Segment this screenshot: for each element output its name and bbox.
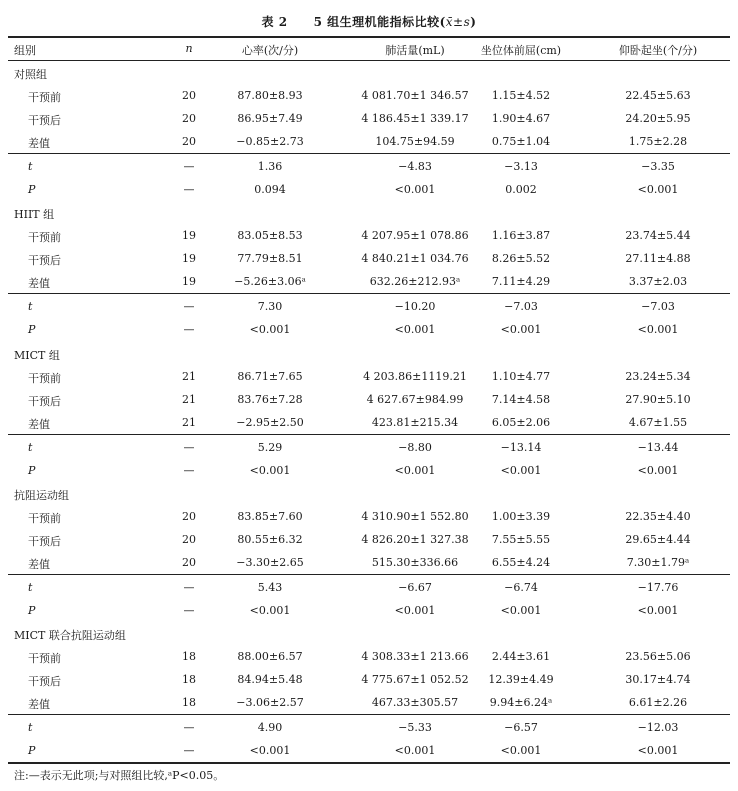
header-vital-capacity: 肺活量(mL)	[385, 44, 445, 57]
cell-n: —	[183, 721, 195, 734]
group-name: 抗阻运动组	[14, 489, 69, 502]
cell-vital-capacity: <0.001	[394, 323, 436, 336]
cell-sit-and-reach: 7.11±4.29	[491, 275, 551, 288]
cell-heart-rate: 4.90	[257, 721, 283, 734]
group-row	[8, 483, 730, 505]
cell-heart-rate: 7.30	[257, 300, 283, 313]
group-name: HIIT 组	[14, 208, 55, 221]
cell-sit-ups: <0.001	[637, 604, 679, 617]
cell-n: —	[183, 300, 195, 313]
cell-sit-and-reach: 6.05±2.06	[491, 416, 551, 429]
cell-vital-capacity: <0.001	[394, 183, 436, 196]
table-row	[8, 669, 730, 691]
cell-sit-ups: 23.24±5.34	[625, 370, 691, 383]
cell-n: 21	[182, 416, 196, 429]
cell-sit-and-reach: 1.15±4.52	[491, 89, 551, 102]
cell-sit-ups: −17.76	[637, 581, 679, 594]
cell-sit-and-reach: 1.16±3.87	[491, 229, 551, 242]
cell-sit-ups: 30.17±4.74	[625, 673, 691, 686]
row-label: 差值	[28, 418, 50, 431]
cell-vital-capacity: 4 826.20±1 327.38	[361, 533, 469, 546]
cell-sit-ups: −13.44	[637, 441, 679, 454]
header-rule	[8, 60, 730, 61]
cell-heart-rate: −2.95±2.50	[236, 416, 304, 429]
cell-sit-ups: 27.90±5.10	[625, 393, 691, 406]
row-label: 干预后	[28, 395, 61, 408]
cell-heart-rate: 86.71±7.65	[237, 370, 303, 383]
cell-sit-and-reach: 1.10±4.77	[491, 370, 551, 383]
cell-heart-rate: −0.85±2.73	[236, 135, 304, 148]
row-label: t	[28, 160, 33, 173]
cell-vital-capacity: <0.001	[394, 464, 436, 477]
group-name: MICT 联合抗阻运动组	[14, 629, 126, 642]
row-label: P	[28, 604, 36, 617]
cell-heart-rate: 83.05±8.53	[237, 229, 303, 242]
cell-sit-and-reach: −6.74	[504, 581, 538, 594]
stat-row-t	[8, 296, 730, 318]
cell-vital-capacity: 4 840.21±1 034.76	[361, 252, 469, 265]
row-label: 干预前	[28, 512, 61, 525]
cell-n: —	[183, 323, 195, 336]
cell-heart-rate: 0.094	[254, 183, 286, 196]
header-sit-ups: 仰卧起坐(个/分)	[618, 44, 698, 57]
cell-vital-capacity: 4 308.33±1 213.66	[361, 650, 469, 663]
cell-sit-and-reach: <0.001	[500, 604, 542, 617]
row-label: 干预前	[28, 652, 61, 665]
cell-sit-ups: 7.30±1.79ᵃ	[626, 556, 690, 569]
row-label: 差值	[28, 558, 50, 571]
group-name: MICT 组	[14, 349, 60, 362]
cell-heart-rate: <0.001	[249, 604, 291, 617]
cell-n: 20	[182, 510, 196, 523]
table-row	[8, 131, 730, 153]
cell-heart-rate: 83.76±7.28	[237, 393, 303, 406]
cell-sit-ups: −12.03	[637, 721, 679, 734]
cell-sit-ups: 22.45±5.63	[625, 89, 691, 102]
table-row	[8, 646, 730, 668]
table-row	[8, 366, 730, 388]
row-label: t	[28, 581, 33, 594]
cell-sit-ups: <0.001	[637, 183, 679, 196]
cell-sit-and-reach: 8.26±5.52	[491, 252, 551, 265]
group-divider	[8, 574, 730, 575]
group-row	[8, 343, 730, 365]
cell-n: —	[183, 441, 195, 454]
cell-sit-and-reach: 6.55±4.24	[491, 556, 551, 569]
row-label: 干预后	[28, 675, 61, 688]
cell-vital-capacity: 632.26±212.93ᵃ	[369, 275, 461, 288]
stat-row-p	[8, 740, 730, 762]
cell-vital-capacity: 4 207.95±1 078.86	[361, 229, 469, 242]
table-caption-close: )	[470, 15, 477, 29]
stat-row-p	[8, 179, 730, 201]
stat-row-p	[8, 319, 730, 341]
cell-sit-and-reach: −7.03	[504, 300, 538, 313]
row-label: 干预前	[28, 231, 61, 244]
cell-vital-capacity: <0.001	[394, 744, 436, 757]
cell-n: 21	[182, 393, 196, 406]
group-row	[8, 623, 730, 645]
cell-sit-ups: <0.001	[637, 323, 679, 336]
cell-heart-rate: 80.55±6.32	[237, 533, 303, 546]
cell-sit-and-reach: <0.001	[500, 744, 542, 757]
cell-sit-ups: 1.75±2.28	[628, 135, 688, 148]
row-label: P	[28, 744, 36, 757]
cell-vital-capacity: −8.80	[398, 441, 432, 454]
group-divider	[8, 153, 730, 154]
group-name: 对照组	[14, 68, 47, 81]
cell-sit-ups: 23.56±5.06	[625, 650, 691, 663]
row-label: t	[28, 441, 33, 454]
cell-vital-capacity: 4 203.86±1119.21	[363, 370, 467, 383]
cell-heart-rate: 88.00±6.57	[237, 650, 303, 663]
table-row	[8, 271, 730, 293]
cell-heart-rate: −3.30±2.65	[236, 556, 304, 569]
table-row	[8, 389, 730, 411]
cell-sit-ups: 3.37±2.03	[628, 275, 688, 288]
cell-sit-ups: −3.35	[641, 160, 675, 173]
row-label: P	[28, 464, 36, 477]
cell-n: 20	[182, 89, 196, 102]
cell-vital-capacity: −5.33	[398, 721, 432, 734]
group-divider	[8, 434, 730, 435]
table-row	[8, 225, 730, 247]
header-sit-and-reach: 坐位体前屈(cm)	[480, 44, 562, 57]
group-row	[8, 62, 730, 84]
row-label: 干预前	[28, 372, 61, 385]
cell-sit-ups: 27.11±4.88	[625, 252, 691, 265]
group-row	[8, 202, 730, 224]
cell-sit-and-reach: 2.44±3.61	[491, 650, 551, 663]
cell-sit-and-reach: 0.002	[505, 183, 537, 196]
cell-sit-and-reach: 1.90±4.67	[491, 112, 551, 125]
cell-heart-rate: 1.36	[257, 160, 283, 173]
cell-sit-and-reach: −6.57	[504, 721, 538, 734]
group-divider	[8, 714, 730, 715]
cell-vital-capacity: −6.67	[398, 581, 432, 594]
cell-heart-rate: 5.29	[257, 441, 283, 454]
row-label: 差值	[28, 698, 50, 711]
stat-row-p	[8, 460, 730, 482]
cell-sit-ups: 4.67±1.55	[628, 416, 688, 429]
cell-sit-and-reach: −3.13	[504, 160, 538, 173]
cell-vital-capacity: 467.33±305.57	[371, 696, 459, 709]
cell-vital-capacity: 515.30±336.66	[371, 556, 459, 569]
cell-heart-rate: 87.80±8.93	[237, 89, 303, 102]
row-label: 干预后	[28, 254, 61, 267]
cell-heart-rate: <0.001	[249, 744, 291, 757]
cell-heart-rate: 86.95±7.49	[237, 112, 303, 125]
cell-sit-and-reach: <0.001	[500, 464, 542, 477]
cell-heart-rate: 5.43	[257, 581, 283, 594]
table-number: 表 2	[261, 15, 288, 29]
cell-sit-and-reach: 7.14±4.58	[491, 393, 551, 406]
table-row	[8, 248, 730, 270]
cell-sit-ups: 6.61±2.26	[628, 696, 688, 709]
table-row	[8, 85, 730, 107]
header-row	[8, 38, 730, 60]
cell-n: —	[183, 604, 195, 617]
cell-n: 20	[182, 112, 196, 125]
cell-vital-capacity: 4 310.90±1 552.80	[361, 510, 469, 523]
cell-n: 20	[182, 135, 196, 148]
cell-heart-rate: 83.85±7.60	[237, 510, 303, 523]
cell-sit-and-reach: −13.14	[500, 441, 542, 454]
cell-heart-rate: −3.06±2.57	[236, 696, 304, 709]
cell-n: 19	[182, 275, 196, 288]
table-row	[8, 529, 730, 551]
cell-sit-ups: 29.65±4.44	[625, 533, 691, 546]
cell-vital-capacity: −10.20	[394, 300, 436, 313]
cell-n: —	[183, 160, 195, 173]
cell-heart-rate: <0.001	[249, 464, 291, 477]
cell-sit-ups: 24.20±5.95	[625, 112, 691, 125]
row-label: P	[28, 183, 36, 196]
cell-heart-rate: <0.001	[249, 323, 291, 336]
table-row	[8, 552, 730, 574]
cell-n: —	[183, 464, 195, 477]
cell-sit-ups: <0.001	[637, 744, 679, 757]
header-heart-rate: 心率(次/分)	[241, 44, 299, 57]
cell-sit-and-reach: 7.55±5.55	[491, 533, 551, 546]
table-row	[8, 692, 730, 714]
stat-row-p	[8, 600, 730, 622]
table-title	[0, 13, 738, 30]
header-n: n	[185, 42, 193, 55]
cell-n: 20	[182, 556, 196, 569]
bottom-rule	[8, 762, 730, 764]
cell-vital-capacity: 4 081.70±1 346.57	[361, 89, 469, 102]
table-row	[8, 412, 730, 434]
cell-n: 18	[182, 696, 196, 709]
cell-n: 19	[182, 252, 196, 265]
cell-sit-ups: 22.35±4.40	[625, 510, 691, 523]
cell-sit-ups: 23.74±5.44	[625, 229, 691, 242]
stat-row-t	[8, 577, 730, 599]
row-label: t	[28, 721, 33, 734]
table-stat-notation: x̄±s	[445, 15, 471, 29]
cell-n: 18	[182, 650, 196, 663]
table-row	[8, 506, 730, 528]
header-group: 组别	[14, 44, 36, 57]
cell-n: 19	[182, 229, 196, 242]
row-label: 干预后	[28, 535, 61, 548]
cell-vital-capacity: 4 627.67±984.99	[366, 393, 464, 406]
cell-n: —	[183, 581, 195, 594]
row-label: 干预前	[28, 91, 61, 104]
cell-sit-ups: −7.03	[641, 300, 675, 313]
row-label: t	[28, 300, 33, 313]
cell-sit-and-reach: 12.39±4.49	[488, 673, 554, 686]
table-caption: 5 组生理机能指标比较(	[313, 15, 446, 29]
cell-n: —	[183, 744, 195, 757]
stat-row-t	[8, 437, 730, 459]
cell-vital-capacity: −4.83	[398, 160, 432, 173]
cell-sit-ups: <0.001	[637, 464, 679, 477]
stat-row-t	[8, 717, 730, 739]
cell-vital-capacity: 423.81±215.34	[371, 416, 459, 429]
cell-vital-capacity: 4 775.67±1 052.52	[361, 673, 469, 686]
row-label: P	[28, 323, 36, 336]
cell-sit-and-reach: 9.94±6.24ᵃ	[489, 696, 553, 709]
cell-sit-and-reach: <0.001	[500, 323, 542, 336]
cell-vital-capacity: 104.75±94.59	[375, 135, 455, 148]
cell-heart-rate: 84.94±5.48	[237, 673, 303, 686]
cell-sit-and-reach: 1.00±3.39	[491, 510, 551, 523]
row-label: 差值	[28, 277, 50, 290]
stat-row-t	[8, 156, 730, 178]
row-label: 差值	[28, 137, 50, 150]
cell-vital-capacity: 4 186.45±1 339.17	[361, 112, 469, 125]
table-note: 注:—表示无此项;与对照组比较,ᵃP<0.05。	[14, 769, 225, 782]
cell-n: 18	[182, 673, 196, 686]
cell-n: 21	[182, 370, 196, 383]
cell-vital-capacity: <0.001	[394, 604, 436, 617]
cell-heart-rate: 77.79±8.51	[237, 252, 303, 265]
cell-n: 20	[182, 533, 196, 546]
cell-sit-and-reach: 0.75±1.04	[491, 135, 551, 148]
cell-n: —	[183, 183, 195, 196]
cell-heart-rate: −5.26±3.06ᵃ	[234, 275, 306, 288]
table-row	[8, 108, 730, 130]
group-divider	[8, 293, 730, 294]
row-label: 干预后	[28, 114, 61, 127]
